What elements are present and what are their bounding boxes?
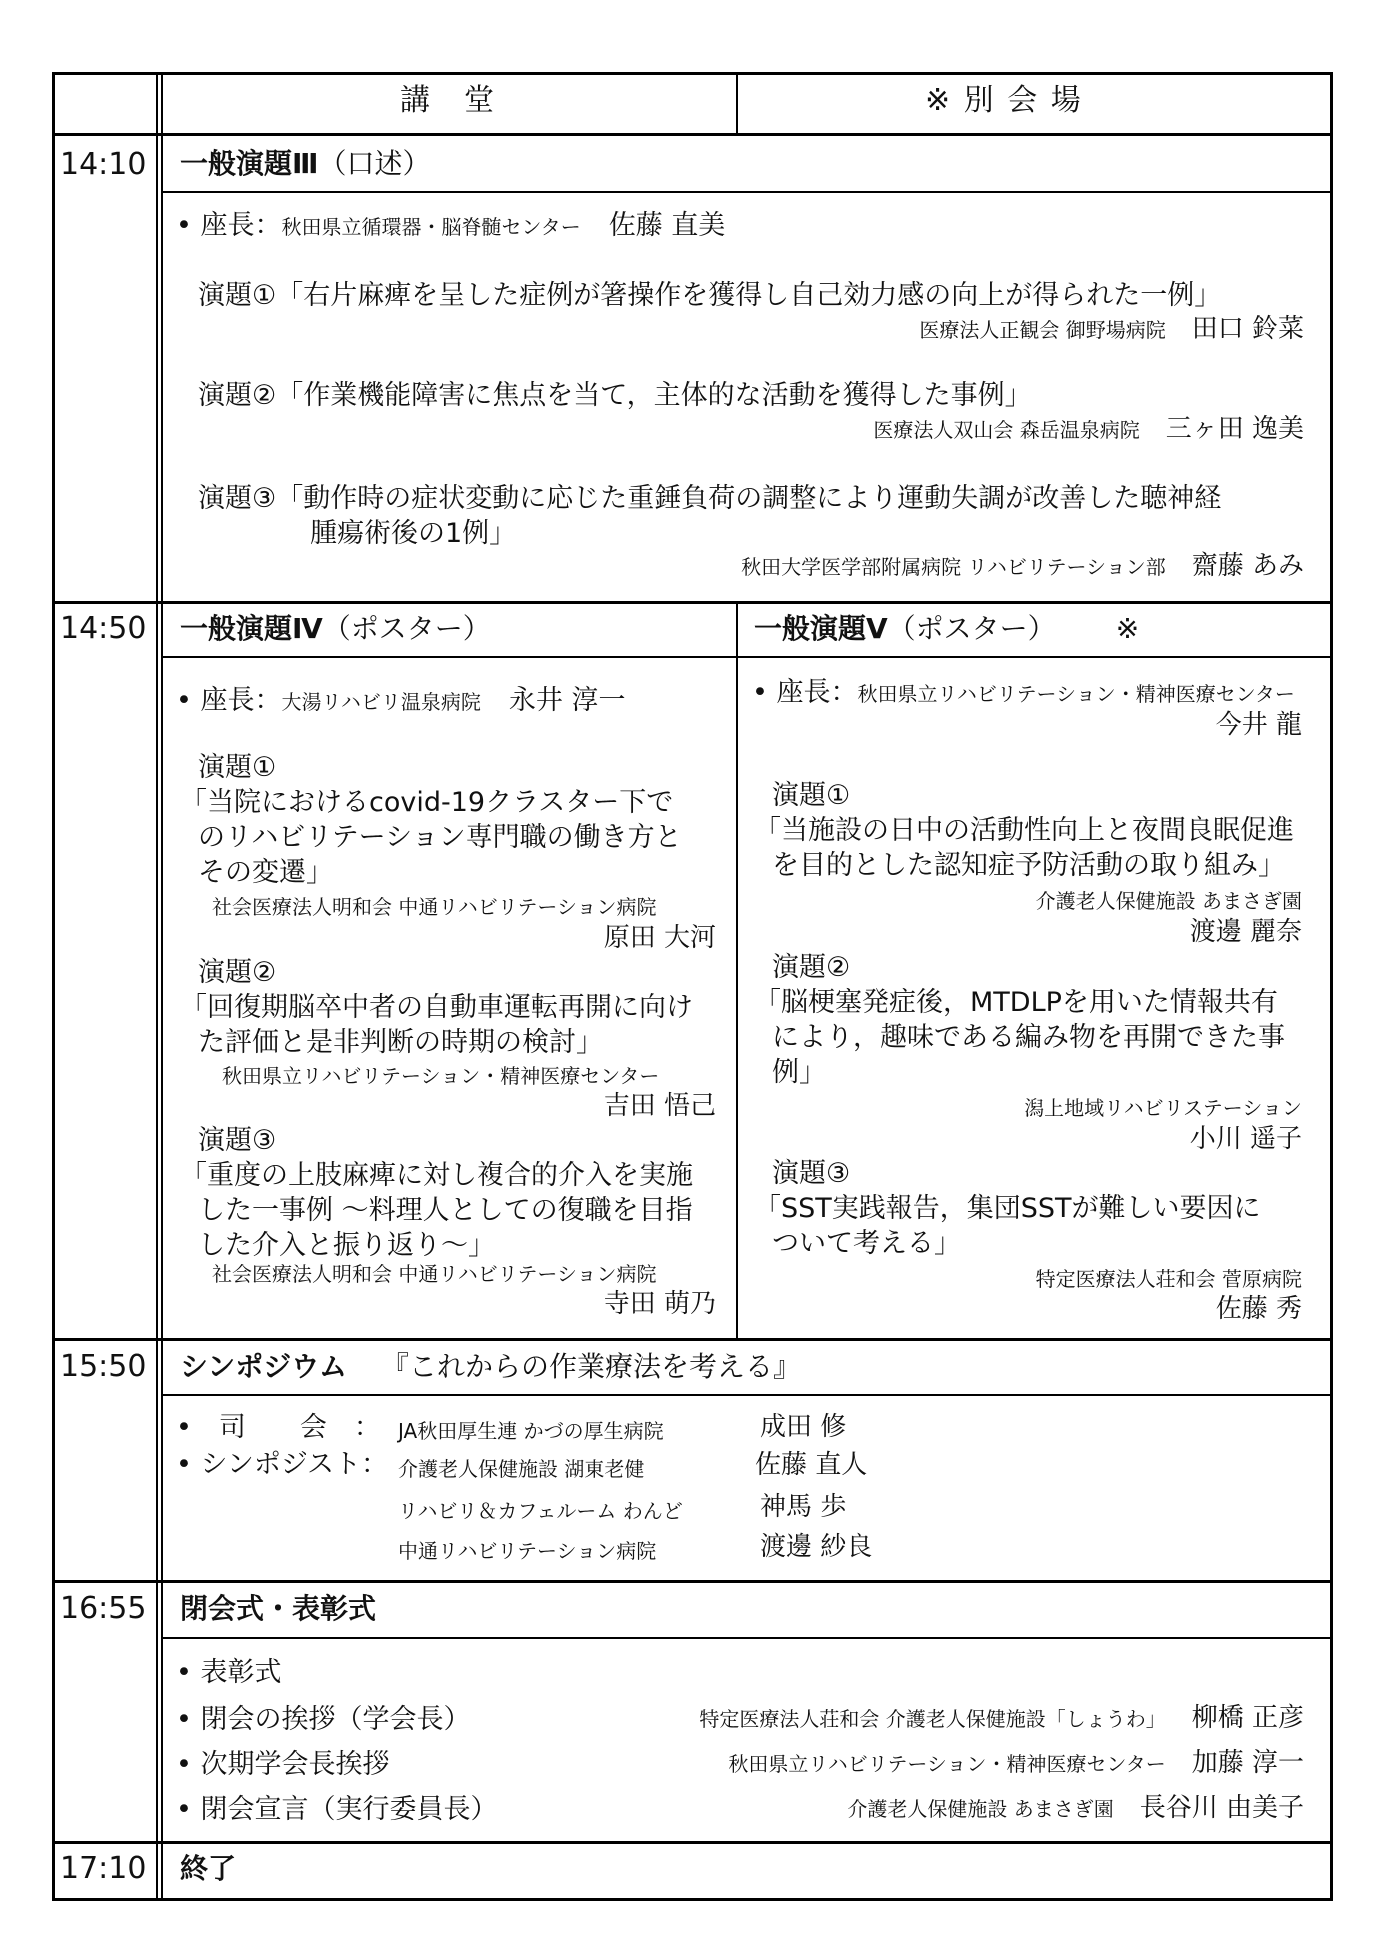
block2-right-chair-org: 秋田県立リハビリテーション・精神医療センター — [857, 682, 1295, 706]
block2-left-talk1-label: 演題① — [198, 752, 277, 783]
block2-right-talk2-line2: により，趣味である編み物を再開できた事 — [772, 1022, 1285, 1053]
block2-left-talk3-org: 社会医療法人明和会 中通リハビリテーション病院 — [212, 1262, 657, 1286]
block1-talk1-name: 田口 鈴菜 — [1191, 314, 1304, 344]
title-line-3 — [161, 1394, 1333, 1396]
block3-row2-name: 佐藤 直人 — [755, 1450, 868, 1480]
block2-left-title-sub: （ポスター） — [322, 612, 491, 645]
row-line-header — [52, 133, 1333, 136]
block2-left-talk1-line2: のリハビリテーション専門職の働き方と — [198, 822, 682, 853]
block4-item3-name: 加藤 淳一 — [1191, 1748, 1304, 1778]
block2-left-talk2-name: 吉田 悟己 — [603, 1091, 716, 1121]
block2-right-title-main: 一般演題Ⅴ — [754, 612, 888, 645]
block1-chair-label: • 座長： — [176, 210, 282, 241]
header-main-hall: 講 堂 — [400, 83, 496, 118]
block3-row3-org: リハビリ＆カフェルーム わんど — [398, 1499, 683, 1523]
row-line-3 — [52, 1580, 1333, 1583]
block3-row4-name: 渡邊 紗良 — [760, 1532, 873, 1562]
block1-talk2-title: 演題②「作業機能障害に焦点を当て，主体的な活動を獲得した事例」 — [198, 380, 1032, 411]
block3-row1-name: 成田 修 — [760, 1412, 847, 1442]
time-1410: 14:10 — [60, 147, 147, 182]
block3-row3-name: 神馬 歩 — [760, 1492, 847, 1522]
block2-left-talk2-org: 秋田県立リハビリテーション・精神医療センター — [222, 1064, 660, 1088]
block2-right-chair-name: 今井 龍 — [1215, 710, 1302, 740]
time-divider-1 — [156, 72, 158, 1901]
block3-title-main: シンポジウム — [180, 1350, 348, 1383]
block2-divider — [736, 602, 738, 1340]
block1-chair — [176, 210, 725, 241]
block1-talk1-org: 医療法人正観会 御野場病院 — [919, 318, 1166, 342]
block1-talk2-name: 三ヶ田 逸美 — [1165, 414, 1304, 444]
block1-talk1-title: 演題①「右片麻痺を呈した症例が箸操作を獲得し自己効力感の向上が得られた一例」 — [198, 280, 1222, 311]
block1-talk3-name: 齋藤 あみ — [1191, 551, 1304, 581]
block2-left-talk1-line3: その変遷」 — [198, 857, 333, 888]
block2-left-talk3-name: 寺田 萌乃 — [603, 1289, 716, 1319]
block2-right-talk1-name: 渡邊 麗奈 — [1189, 917, 1302, 947]
block3-title — [180, 1351, 801, 1383]
block2-left-talk2-line1: 「回復期脳卒中者の自動車運転再開に向け — [180, 992, 693, 1023]
block4-title: 閉会式・表彰式 — [180, 1592, 377, 1625]
title-line-1 — [161, 191, 1333, 193]
block2-right-title-sub: （ポスター） — [887, 612, 1056, 645]
block2-left-chair-label: • 座長： — [176, 685, 282, 716]
block4-item2-org: 特定医療法人荘和会 介護老人保健施設「しょうわ」 — [699, 1707, 1166, 1731]
block2-left-chair-org: 大湯リハビリ温泉病院 — [281, 690, 481, 714]
header-divider — [736, 72, 738, 134]
block4-item1-label: • 表彰式 — [176, 1657, 282, 1688]
border-bottom — [52, 1898, 1333, 1901]
block2-right-talk2-name: 小川 遥子 — [1189, 1124, 1302, 1154]
block4-item2-name: 柳橋 正彦 — [1191, 1703, 1304, 1733]
block1-chair-org: 秋田県立循環器・脳脊髄センター — [281, 215, 581, 239]
time-1450: 14:50 — [60, 611, 147, 646]
block2-right-talk3-line2: ついて考える」 — [772, 1228, 961, 1259]
block2-right-talk1-line1: 「当施設の日中の活動性向上と夜間良眠促進 — [754, 815, 1294, 846]
block1-talk2-org: 医療法人双山会 森岳温泉病院 — [873, 418, 1140, 442]
block2-right-talk1-line2: を目的とした認知症予防活動の取り組み」 — [772, 850, 1285, 881]
row-line-1 — [52, 601, 1333, 604]
block3-row4-org: 中通リハビリテーション病院 — [398, 1539, 657, 1563]
block2-right-title — [754, 613, 1139, 645]
block4-item4-org: 介護老人保健施設 あまさぎ園 — [847, 1797, 1114, 1821]
border-right — [1330, 72, 1333, 1901]
time-divider-2 — [161, 72, 163, 1901]
block1-title-main: 一般演題Ⅲ — [180, 147, 319, 180]
block1-talk3-title-cont: 腫瘍術後の1例」 — [310, 518, 517, 549]
block2-right-talk2-label: 演題② — [772, 952, 851, 983]
block2-right-chair-label: • 座長： — [752, 677, 858, 708]
block2-right-talk3-name: 佐藤 秀 — [1215, 1294, 1302, 1324]
block2-right-title-mark: ※ — [1115, 612, 1140, 645]
time-1655: 16:55 — [60, 1591, 147, 1626]
block2-right-talk1-label: 演題① — [772, 780, 851, 811]
block2-left-talk3-line2: した一事例 ～料理人としての復職を目指 — [198, 1195, 693, 1226]
block3-row1-org: JA秋田厚生連 かづの厚生病院 — [398, 1419, 664, 1443]
title-line-2 — [161, 656, 1333, 658]
block4-item4-affil — [847, 1794, 1304, 1824]
row-line-2 — [52, 1338, 1333, 1341]
block2-left-talk3-line1: 「重度の上肢麻痺に対し複合的介入を実施 — [180, 1160, 693, 1191]
block3-row2-org: 介護老人保健施設 湖東老健 — [398, 1457, 645, 1481]
block1-talk3-affil — [741, 552, 1304, 582]
block1-talk3-org: 秋田大学医学部附属病院 リハビリテーション部 — [741, 555, 1166, 579]
block2-right-talk2-line1: 「脳梗塞発症後，MTDLPを用いた情報共有 — [754, 987, 1278, 1018]
block2-right-talk1-org: 介護老人保健施設 あまさぎ園 — [1035, 889, 1302, 913]
block1-title — [180, 148, 431, 180]
block2-left-talk1-name: 原田 大河 — [603, 923, 716, 953]
block2-right-talk2-org: 潟上地域リハビリステーション — [1024, 1096, 1302, 1120]
block2-left-talk2-line2: た評価と是非判断の時期の検討」 — [198, 1027, 603, 1058]
time-1550: 15:50 — [60, 1349, 147, 1384]
border-left — [52, 72, 55, 1901]
border-top — [52, 72, 1333, 75]
block2-right-talk3-label: 演題③ — [772, 1158, 851, 1189]
block2-right-talk2-line3: 例」 — [772, 1057, 826, 1088]
block2-right-chair — [752, 677, 1295, 708]
block1-title-sub: （口述） — [318, 147, 431, 180]
block4-item4-name: 長谷川 由美子 — [1139, 1793, 1304, 1823]
row-line-4 — [52, 1841, 1333, 1844]
block3-symposist-label: • シンポジスト： — [176, 1449, 389, 1480]
block2-left-chair-name: 永井 淳一 — [508, 685, 626, 716]
block2-left-talk1-line1: 「当院におけるcovid-19クラスター下で — [180, 787, 674, 818]
block4-item3-org: 秋田県立リハビリテーション・精神医療センター — [728, 1752, 1166, 1776]
block2-left-talk1-org: 社会医療法人明和会 中通リハビリテーション病院 — [212, 895, 657, 919]
block2-left-talk2-label: 演題② — [198, 957, 277, 988]
block1-talk1-affil — [919, 315, 1304, 345]
title-line-4 — [161, 1637, 1333, 1639]
block1-talk2-affil — [873, 415, 1304, 445]
block1-talk3-title: 演題③「動作時の症状変動に応じた重錘負荷の調整により運動失調が改善した聴神経 — [198, 483, 1222, 514]
block4-item3-affil — [728, 1749, 1304, 1779]
block5-title: 終了 — [180, 1852, 237, 1885]
block2-left-talk3-line3: した介入と振り返り～」 — [198, 1230, 495, 1261]
block2-left-title — [180, 613, 491, 645]
block2-left-chair — [176, 685, 626, 716]
block4-item2-affil — [699, 1704, 1304, 1734]
block2-right-talk3-org: 特定医療法人荘和会 菅原病院 — [1035, 1267, 1302, 1291]
block3-title-sub: 『これからの作業療法を考える』 — [381, 1350, 802, 1383]
block2-left-title-main: 一般演題Ⅳ — [180, 612, 323, 645]
block4-item3-label: • 次期学会長挨拶 — [176, 1749, 390, 1780]
block4-item2-label: • 閉会の挨拶（学会長） — [176, 1704, 471, 1735]
block2-right-talk3-line1: 「SST実践報告，集団SSTが難しい要因に — [754, 1193, 1261, 1224]
time-1710: 17:10 — [60, 1851, 147, 1886]
block4-item4-label: • 閉会宣言（実行委員長） — [176, 1794, 498, 1825]
block1-chair-name: 佐藤 直美 — [608, 210, 726, 241]
block3-moderator-label: • 司 会 ： — [176, 1412, 381, 1443]
header-alt-hall: ※ 別 会 場 — [925, 83, 1083, 118]
block2-left-talk3-label: 演題③ — [198, 1125, 277, 1156]
